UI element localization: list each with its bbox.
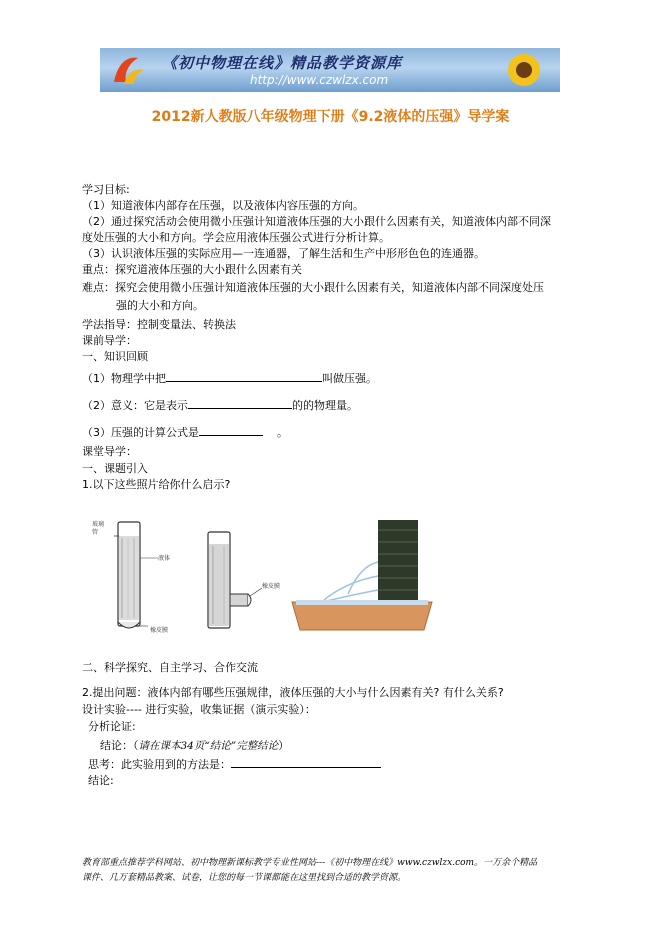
glass-tube-2 [208,532,262,628]
question-2-blank[interactable] [188,397,292,409]
objective-2: （2）通过探究活动会使用微小压强计知道液体压强的大小跟什么因素有关，知道液体内部不同深 [82,215,551,228]
conclusion-label: 结论：（ [100,739,139,752]
explore-heading: 二、科学探究、自主学习、合作交流 [82,661,258,674]
question-photos: 1.以下这些照片给你什么启示? [82,478,231,491]
conclusion-close: ） [278,739,290,752]
label-rubber-film-1: 橡皮膜 [150,627,169,634]
think-blank[interactable] [231,756,381,768]
banner-url[interactable]: http://www.czwlzx.com [250,73,389,87]
banner-title: 《初中物理在线》精品教学资源库 [162,54,403,72]
conclusion-line [100,738,289,754]
question-3-blank[interactable] [199,424,263,436]
difficulty: 难点：探究会使用微小压强计知道液体压强的大小跟什么因素有关，知道液体内部不同深度处压 [82,281,544,294]
objective-2-cont: 度处压强的大小和方向。学会应用液体压强公式进行分析计算。 [82,231,390,244]
objectives-heading: 学习目标: [82,183,130,196]
water-tray [292,600,432,630]
analysis-heading: 分析论证: [88,720,136,733]
conclusion-hint: 请在课本34页“结论”完整结论 [138,740,279,752]
page-title: 2012新人教版八年级物理下册《9.2液体的压强》导学案 [151,109,510,125]
water-jet-bottle [308,520,418,614]
conclusion-2: 结论: [88,774,114,787]
label-rubber-film-2: 橡皮膜 [262,583,281,590]
footer [82,856,602,886]
question-1 [82,370,377,386]
site-logo-icon [108,52,148,88]
question-1-blank[interactable] [166,370,322,382]
footer-line-1: 教育部重点推荐学科网站、初中物理新课标教学专业性网站---《初中物理在线》www.czwlzx.com。一万余个精品 [82,858,538,868]
think-line [88,756,381,772]
preclass-heading: 课前导学： [82,334,137,347]
design-experiment: 设计实验---- 进行实验，收集证据（演示实验）： [82,703,316,716]
inclass-heading: 课堂导学： [82,445,137,458]
key-point: 重点：探究道液体压强的大小跟什么因素有关 [82,263,302,276]
question-1-suffix: 叫做压强。 [322,372,377,385]
think-text: 思考：此实验用到的方法是： [88,758,231,771]
objective-1: （1）知道液体内部存在压强，以及液体内容压强的方向。 [82,199,364,212]
question-2-text: （2）意义：它是表示 [82,399,188,412]
glass-tube-1 [114,522,158,628]
intro-heading: 一、课题引入 [82,462,148,475]
site-banner [100,48,560,92]
question-3-text: （3）压强的计算公式是 [82,426,199,439]
study-method: 学法指导：控制变量法、转换法 [82,318,236,331]
question-2 [82,397,358,413]
objective-3: （3）认识液体压强的实际应用—一连通器，了解生活和生产中形形色色的连通器。 [82,247,485,260]
question-3-suffix: 。 [277,426,288,439]
question-3 [82,424,288,440]
raise-question: 2.提出问题：液体内部有哪些压强规律，液体压强的大小与什么因素有关? 有什么关系? [82,686,504,699]
question-2-suffix: 的的物理量。 [292,399,358,412]
difficulty-cont: 强的大小和方向。 [116,299,204,312]
footer-line-2: 课件、几万套精品教案、试卷，让您的每一节课都能在这里找到合适的教学资源。 [82,873,407,883]
sunflower-icon [494,50,554,90]
label-liquid: 液体 [158,555,171,562]
review-heading: 一、知识回顾 [82,350,148,363]
label-glass-tube-2: 管 [92,529,99,536]
question-1-text: （1）物理学中把 [82,372,166,385]
experiment-figure [86,518,436,638]
label-glass-tube-1: 玻璃 [92,521,105,528]
